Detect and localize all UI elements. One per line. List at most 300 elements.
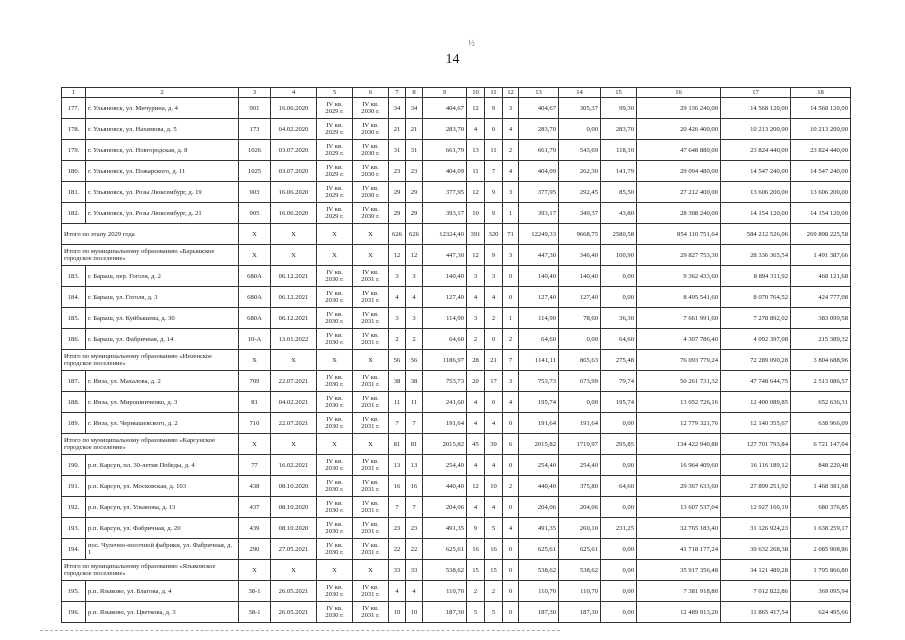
cell-c8: 3 <box>406 266 423 287</box>
cell-c16: 35 917 356,48 <box>637 560 721 581</box>
cell-c4: 08.10.2020 <box>271 476 317 497</box>
cell-c6: IV кв. 2031 г. <box>353 308 389 329</box>
table-row <box>62 308 851 329</box>
cell-c18: 13 606 200,00 <box>791 182 851 203</box>
cell-c7: 34 <box>389 98 406 119</box>
cell-c13: 404,67 <box>519 98 559 119</box>
cell-c15: 64,60 <box>601 476 637 497</box>
table-row <box>62 182 851 203</box>
cell-c4: 04.02.2021 <box>271 392 317 413</box>
cell-c13: 12249,33 <box>519 224 559 245</box>
cell-c13: 110,70 <box>519 581 559 602</box>
cell-c15: 195,74 <box>601 392 637 413</box>
cell-c13: 2015,82 <box>519 434 559 455</box>
table-row <box>62 518 851 539</box>
cell-c6: IV кв. 2031 г. <box>353 518 389 539</box>
cell-c18: 23 824 440,00 <box>791 140 851 161</box>
cell-c5: IV кв. 2030 г. <box>317 518 353 539</box>
cell-c13: 204,06 <box>519 497 559 518</box>
subtotal-row <box>62 434 851 455</box>
cell-c12: 1 <box>503 203 519 224</box>
row-number: 181. <box>62 182 86 203</box>
cell-c13: 538,62 <box>519 560 559 581</box>
cell-c7: 7 <box>389 413 406 434</box>
cell-c3: 77 <box>239 455 271 476</box>
address-cell: г. Инза, ул. Чернышевского, д. 2 <box>86 413 239 434</box>
cell-c7: 23 <box>389 161 406 182</box>
cell-c6: X <box>353 350 389 371</box>
cell-c6: X <box>353 434 389 455</box>
cell-c11: 21 <box>485 350 503 371</box>
cell-c9: 110,70 <box>423 581 467 602</box>
cell-c3: 290 <box>239 539 271 560</box>
cell-c4: 04.02.2020 <box>271 119 317 140</box>
cell-c6: IV кв. 2031 г. <box>353 266 389 287</box>
cell-c14: 204,06 <box>559 497 601 518</box>
cell-c16: 12 779 321,76 <box>637 413 721 434</box>
cell-c7: 31 <box>389 140 406 161</box>
cell-c7: 13 <box>389 455 406 476</box>
cell-c15: 283,70 <box>601 119 637 140</box>
subtotal-row <box>62 245 851 266</box>
cell-c11: 9 <box>485 98 503 119</box>
cell-c15: 79,74 <box>601 371 637 392</box>
cell-c8: 4 <box>406 287 423 308</box>
cell-c8: 81 <box>406 434 423 455</box>
cell-c11: 15 <box>485 560 503 581</box>
cell-c18: 14 547 240,00 <box>791 161 851 182</box>
cell-c4: X <box>271 224 317 245</box>
cell-c8: 2 <box>406 329 423 350</box>
cell-c13: 114,90 <box>519 308 559 329</box>
cell-c6: X <box>353 560 389 581</box>
cell-c15: 0,00 <box>601 497 637 518</box>
cell-c4: 06.12.2021 <box>271 266 317 287</box>
table-row <box>62 287 851 308</box>
cell-c15: 99,30 <box>601 98 637 119</box>
address-cell: р.п. Карсун, ул. Фабричная, д. 20 <box>86 518 239 539</box>
cell-c9: 187,30 <box>423 602 467 623</box>
cell-c8: 22 <box>406 539 423 560</box>
cell-c18: 14 154 120,00 <box>791 203 851 224</box>
cell-c12: 2 <box>503 140 519 161</box>
cell-c17: 14 568 120,00 <box>721 98 791 119</box>
cell-c11: 2 <box>485 581 503 602</box>
cell-c18: 1 491 387,66 <box>791 245 851 266</box>
cell-c3: 709 <box>239 371 271 392</box>
cell-c7: 29 <box>389 182 406 203</box>
row-number: 183. <box>62 266 86 287</box>
cell-c10: 13 <box>467 140 485 161</box>
table-row <box>62 140 851 161</box>
cell-c16: 8 495 541,60 <box>637 287 721 308</box>
cell-c10: 4 <box>467 287 485 308</box>
cell-c6: IV кв. 2030 г. <box>353 98 389 119</box>
cell-c16: 76 093 779,24 <box>637 350 721 371</box>
page-mark: ½ <box>468 38 475 48</box>
cell-c14: 262,30 <box>559 161 601 182</box>
cell-c4: 06.12.2021 <box>271 287 317 308</box>
cell-c7: 33 <box>389 560 406 581</box>
cell-c4: 26.05.2021 <box>271 581 317 602</box>
cell-c10: 3 <box>467 266 485 287</box>
cell-c11: 10 <box>485 476 503 497</box>
cell-c6: IV кв. 2031 г. <box>353 329 389 350</box>
cell-c16: 32 765 183,40 <box>637 518 721 539</box>
cell-c3: X <box>239 350 271 371</box>
column-number-cell: 6 <box>353 88 389 98</box>
cell-c13: 140,40 <box>519 266 559 287</box>
cell-c3: X <box>239 434 271 455</box>
cell-c8: 23 <box>406 161 423 182</box>
cell-c5: X <box>317 350 353 371</box>
cell-c3: X <box>239 245 271 266</box>
cell-c5: IV кв. 2030 г. <box>317 581 353 602</box>
column-number-cell: 18 <box>791 88 851 98</box>
column-number-cell: 1 <box>62 88 86 98</box>
cell-c14: 78,60 <box>559 308 601 329</box>
cell-c13: 283,70 <box>519 119 559 140</box>
cell-c16: 27 212 400,00 <box>637 182 721 203</box>
cell-c16: 41 718 177,24 <box>637 539 721 560</box>
cell-c15: 0,00 <box>601 413 637 434</box>
column-number-cell: 13 <box>519 88 559 98</box>
cell-c9: 661,79 <box>423 140 467 161</box>
cell-c10: 45 <box>467 434 485 455</box>
cell-c9: 753,73 <box>423 371 467 392</box>
cell-c10: 2 <box>467 329 485 350</box>
table-row <box>62 371 851 392</box>
cell-c11: 9 <box>485 245 503 266</box>
table-row <box>62 581 851 602</box>
cell-c6: IV кв. 2031 г. <box>353 497 389 518</box>
cell-c9: 204,06 <box>423 497 467 518</box>
cell-c15: 0,00 <box>601 539 637 560</box>
cell-c14: 0,00 <box>559 392 601 413</box>
cell-c7: 2 <box>389 329 406 350</box>
cell-c7: 3 <box>389 308 406 329</box>
table-row <box>62 602 851 623</box>
cell-c8: 31 <box>406 140 423 161</box>
cell-c3: 680А <box>239 308 271 329</box>
cell-c16: 12 489 913,20 <box>637 602 721 623</box>
cell-c9: 114,90 <box>423 308 467 329</box>
cell-c12: 3 <box>503 182 519 203</box>
cell-c3: X <box>239 224 271 245</box>
cell-c17: 7 278 892,02 <box>721 308 791 329</box>
cell-c18: 215 389,32 <box>791 329 851 350</box>
cell-c12: 0 <box>503 560 519 581</box>
cell-c11: 0 <box>485 392 503 413</box>
column-number-cell: 10 <box>467 88 485 98</box>
cell-c18: 269 898 225,58 <box>791 224 851 245</box>
cell-c8: 3 <box>406 308 423 329</box>
cell-c17: 11 865 417,54 <box>721 602 791 623</box>
cell-c18: 1 795 866,80 <box>791 560 851 581</box>
cell-c17: 16 116 189,12 <box>721 455 791 476</box>
cell-c11: 320 <box>485 224 503 245</box>
cell-c15: 0,00 <box>601 455 637 476</box>
cell-c17: 127 701 793,84 <box>721 434 791 455</box>
cell-c4: X <box>271 434 317 455</box>
cell-c17: 72 289 090,28 <box>721 350 791 371</box>
cell-c6: IV кв. 2030 г. <box>353 182 389 203</box>
cell-c8: 7 <box>406 497 423 518</box>
cell-c5: IV кв. 2030 г. <box>317 308 353 329</box>
cell-c14: 673,99 <box>559 371 601 392</box>
table-row <box>62 392 851 413</box>
cell-c14: 1719,97 <box>559 434 601 455</box>
cell-c11: 11 <box>485 140 503 161</box>
cell-c8: 29 <box>406 182 423 203</box>
cell-c15: 85,50 <box>601 182 637 203</box>
cell-c8: 11 <box>406 392 423 413</box>
address-cell: г. Барыш, ул. Куйбышева, д. 30 <box>86 308 239 329</box>
cell-c10: 11 <box>467 161 485 182</box>
cell-c17: 8 894 311,92 <box>721 266 791 287</box>
cell-c3: 901 <box>239 98 271 119</box>
cell-c12: 0 <box>503 455 519 476</box>
cell-c4: X <box>271 560 317 581</box>
cell-c4: 16.06.2020 <box>271 182 317 203</box>
address-cell: г. Ульяновск, ул. Нахимова, д. 5 <box>86 119 239 140</box>
cell-c8: 626 <box>406 224 423 245</box>
cell-c7: 29 <box>389 203 406 224</box>
cell-c6: IV кв. 2031 г. <box>353 581 389 602</box>
cell-c14: 292,45 <box>559 182 601 203</box>
cell-c14: 110,70 <box>559 581 601 602</box>
cell-c4: 16.06.2020 <box>271 98 317 119</box>
cell-c13: 254,40 <box>519 455 559 476</box>
cell-c7: 4 <box>389 581 406 602</box>
cell-c9: 2015,82 <box>423 434 467 455</box>
subtotal-label: Итого по муниципальному образованию «Языковское городское поселение» <box>62 560 239 581</box>
address-cell: р.п. Языково, ул. Благова, д. 4 <box>86 581 239 602</box>
table-row <box>62 98 851 119</box>
cell-c13: 127,40 <box>519 287 559 308</box>
row-number: 188. <box>62 392 86 413</box>
cell-c4: 22.07.2021 <box>271 371 317 392</box>
cell-c11: 16 <box>485 539 503 560</box>
cell-c18: 3 804 688,96 <box>791 350 851 371</box>
row-number: 189. <box>62 413 86 434</box>
cell-c18: 2 513 086,57 <box>791 371 851 392</box>
cell-c15: 64,60 <box>601 329 637 350</box>
address-cell: р.п. Карсун, ул. Московская, д. 103 <box>86 476 239 497</box>
cell-c12: 0 <box>503 539 519 560</box>
cell-c12: 3 <box>503 245 519 266</box>
column-number-cell: 14 <box>559 88 601 98</box>
cell-c14: 543,69 <box>559 140 601 161</box>
cell-c10: 28 <box>467 350 485 371</box>
cell-c14: 254,40 <box>559 455 601 476</box>
column-number-cell: 7 <box>389 88 406 98</box>
cell-c11: 4 <box>485 497 503 518</box>
cell-c16: 13 607 537,04 <box>637 497 721 518</box>
cell-c15: 0,00 <box>601 287 637 308</box>
column-number-cell: 4 <box>271 88 317 98</box>
cell-c18: 369 095,94 <box>791 581 851 602</box>
cell-c13: 393,17 <box>519 203 559 224</box>
cell-c5: IV кв. 2029 г. <box>317 161 353 182</box>
column-number-cell: 17 <box>721 88 791 98</box>
cell-c5: IV кв. 2030 г. <box>317 371 353 392</box>
cell-c3: 710 <box>239 413 271 434</box>
cell-c8: 38 <box>406 371 423 392</box>
cell-c17: 12 400 089,85 <box>721 392 791 413</box>
cell-c13: 404,09 <box>519 161 559 182</box>
address-cell: пос. Чулочно-носочной фабрики, ул. Фабричная, д. 1 <box>86 539 239 560</box>
row-number: 191. <box>62 476 86 497</box>
cell-c9: 1186,97 <box>423 350 467 371</box>
subtotal-label: Итого по этапу 2029 года <box>62 224 239 245</box>
row-number: 177. <box>62 98 86 119</box>
cell-c15: 275,48 <box>601 350 637 371</box>
cell-c8: 21 <box>406 119 423 140</box>
cell-c5: IV кв. 2030 г. <box>317 497 353 518</box>
address-cell: г. Ульяновск, ул. Розы Люксембург, д. 21 <box>86 203 239 224</box>
cell-c3: 173 <box>239 119 271 140</box>
cell-c15: 100,90 <box>601 245 637 266</box>
subtotal-row <box>62 560 851 581</box>
cell-c14: 260,10 <box>559 518 601 539</box>
column-number-cell: 11 <box>485 88 503 98</box>
row-number: 184. <box>62 287 86 308</box>
cell-c10: 4 <box>467 119 485 140</box>
cell-c3: 680А <box>239 287 271 308</box>
address-cell: р.п. Карсун, пл. 30-летия Победы, д. 4 <box>86 455 239 476</box>
cell-c9: 440,40 <box>423 476 467 497</box>
cell-c14: 538,62 <box>559 560 601 581</box>
cell-c17: 14 154 120,00 <box>721 203 791 224</box>
cell-c3: 903 <box>239 182 271 203</box>
table-row <box>62 329 851 350</box>
cell-c3: X <box>239 560 271 581</box>
cell-c5: IV кв. 2029 г. <box>317 140 353 161</box>
cell-c3: 1026 <box>239 140 271 161</box>
cell-c18: 1 468 381,68 <box>791 476 851 497</box>
cell-c14: 0,00 <box>559 119 601 140</box>
cell-c12: 6 <box>503 434 519 455</box>
cell-c17: 584 212 526,06 <box>721 224 791 245</box>
cell-c12: 3 <box>503 98 519 119</box>
cell-c17: 4 092 397,08 <box>721 329 791 350</box>
cell-c13: 377,95 <box>519 182 559 203</box>
cell-c10: 3 <box>467 308 485 329</box>
subtotal-row <box>62 224 851 245</box>
cell-c17: 10 213 200,00 <box>721 119 791 140</box>
cell-c4: X <box>271 245 317 266</box>
cell-c15: 0,00 <box>601 602 637 623</box>
cell-c13: 753,73 <box>519 371 559 392</box>
cell-c8: 56 <box>406 350 423 371</box>
cell-c14: 191,64 <box>559 413 601 434</box>
cell-c12: 2 <box>503 476 519 497</box>
cell-c6: IV кв. 2031 г. <box>353 392 389 413</box>
cell-c15: 118,10 <box>601 140 637 161</box>
cell-c15: 0,00 <box>601 560 637 581</box>
cell-c17: 27 899 251,92 <box>721 476 791 497</box>
address-cell: г. Ульяновск, ул. Пожарского, д. 11 <box>86 161 239 182</box>
column-number-cell: 5 <box>317 88 353 98</box>
cell-c18: 383 099,58 <box>791 308 851 329</box>
cell-c11: 5 <box>485 518 503 539</box>
cell-c9: 254,40 <box>423 455 467 476</box>
row-number: 180. <box>62 161 86 182</box>
cell-c8: 4 <box>406 581 423 602</box>
column-number-cell: 9 <box>423 88 467 98</box>
cell-c4: 26.05.2021 <box>271 602 317 623</box>
cell-c9: 64,60 <box>423 329 467 350</box>
cell-c13: 191,64 <box>519 413 559 434</box>
cell-c10: 2 <box>467 581 485 602</box>
cell-c18: 2 085 908,86 <box>791 539 851 560</box>
cell-c13: 187,30 <box>519 602 559 623</box>
cell-c7: 626 <box>389 224 406 245</box>
cell-c5: IV кв. 2030 г. <box>317 266 353 287</box>
cell-c10: 4 <box>467 497 485 518</box>
column-number-cell: 15 <box>601 88 637 98</box>
cell-c9: 191,64 <box>423 413 467 434</box>
cell-c3: 38-1 <box>239 602 271 623</box>
cell-c12: 4 <box>503 518 519 539</box>
cell-c8: 7 <box>406 413 423 434</box>
cell-c12: 0 <box>503 497 519 518</box>
cell-c16: 16 964 409,60 <box>637 455 721 476</box>
cell-c12: 0 <box>503 413 519 434</box>
cell-c18: 6 721 147,04 <box>791 434 851 455</box>
cell-c11: 17 <box>485 371 503 392</box>
cell-c12: 71 <box>503 224 519 245</box>
cell-c17: 39 632 268,38 <box>721 539 791 560</box>
cell-c16: 7 661 991,60 <box>637 308 721 329</box>
cell-c4: 13.01.2022 <box>271 329 317 350</box>
cell-c10: 15 <box>467 560 485 581</box>
cell-c16: 9 362 433,60 <box>637 266 721 287</box>
cell-c15: 141,79 <box>601 161 637 182</box>
cell-c5: X <box>317 224 353 245</box>
cell-c18: 14 568 120,00 <box>791 98 851 119</box>
cell-c14: 349,37 <box>559 203 601 224</box>
cell-c10: 4 <box>467 455 485 476</box>
cell-c3: 680А <box>239 266 271 287</box>
cell-c16: 47 648 880,00 <box>637 140 721 161</box>
cell-c16: 13 052 726,16 <box>637 392 721 413</box>
cell-c12: 7 <box>503 350 519 371</box>
cell-c15: 231,25 <box>601 518 637 539</box>
cell-c3: 438 <box>239 476 271 497</box>
cell-c11: 4 <box>485 287 503 308</box>
row-number: 195. <box>62 581 86 602</box>
cell-c18: 10 213 200,00 <box>791 119 851 140</box>
cell-c3: 905 <box>239 203 271 224</box>
cell-c16: 29 367 633,60 <box>637 476 721 497</box>
cell-c8: 34 <box>406 98 423 119</box>
cell-c8: 33 <box>406 560 423 581</box>
address-cell: г. Инза, ул. Мирошниченко, д. 3 <box>86 392 239 413</box>
cell-c11: 5 <box>485 602 503 623</box>
cell-c12: 3 <box>503 371 519 392</box>
cell-c10: 9 <box>467 518 485 539</box>
table-row <box>62 119 851 140</box>
column-number-row <box>62 88 851 98</box>
cell-c9: 127,40 <box>423 287 467 308</box>
address-cell: г. Ульяновск, ул. Мичурина, д. 4 <box>86 98 239 119</box>
cell-c5: X <box>317 434 353 455</box>
cell-c15: 43,80 <box>601 203 637 224</box>
table-row <box>62 161 851 182</box>
cell-c5: IV кв. 2030 г. <box>317 476 353 497</box>
